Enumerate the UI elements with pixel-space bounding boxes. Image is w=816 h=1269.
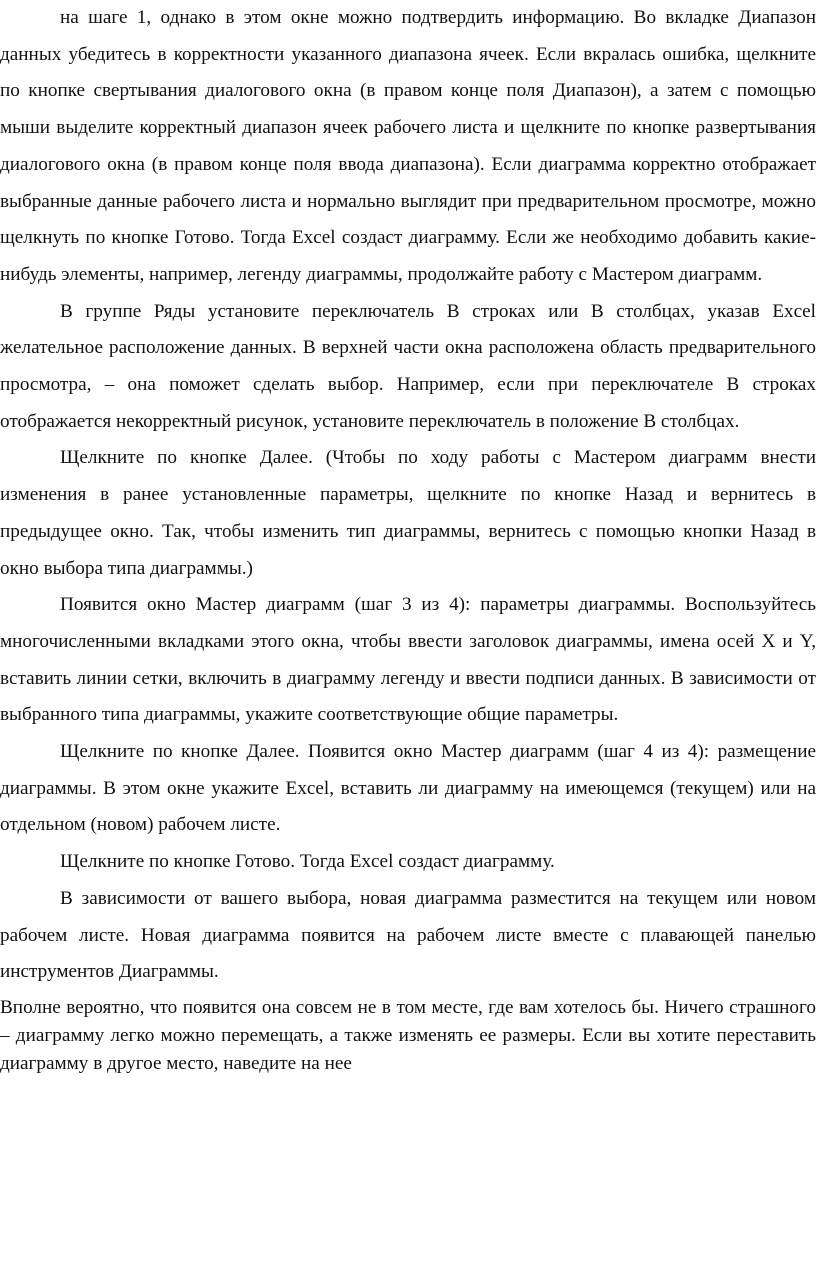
- paragraph-5: Щелкните по кнопке Далее. Появится окно Мастер диаграмм (шаг 4 из 4): размещение диаграммы. В этом окне укажите Excel, вставить ли диаграмму на имеющемся (текущем) или на отдельном (новом) рабочем листе.: [0, 741, 816, 836]
- paragraph-3: Щелкните по кнопке Далее. (Чтобы по ходу работы с Мастером диаграмм внести изменения в ранее установленные параметры, щелкните по кнопке Назад и вернитесь в предыдущее окно. Так, чтобы изменить тип диаграммы, вернитесь с помощью кнопки Назад в окно выбора типа диаграммы.): [0, 447, 816, 579]
- paragraph-7: В зависимости от вашего выбора, новая диаграмма разместится на текущем или новом рабочем листе. Новая диаграмма появится на рабочем листе вместе с плавающей панелью инструментов Диаграммы.: [0, 887, 816, 983]
- paragraph-8: Вполне вероятно, что появится она совсем не в том месте, где вам хотелось бы. Ничего страшного – диаграмму легко можно перемещать, а также изменять ее размеры. Если вы хотите переставить диаграмму в другое место, наведите на нее: [0, 996, 816, 1074]
- paragraph-2: В группе Ряды установите переключатель В строках или В столбцах, указав Excel желательное расположение данных. В верхней части окна расположена область предварительного просмотра, – она поможет сделать выбор. Например, если при переключателе В строках отображается некорректный рисунок, установите переключатель в положение В столбцах.: [0, 300, 816, 432]
- paragraph-6: Щелкните по кнопке Готово. Тогда Excel создаст диаграмму.: [60, 851, 555, 873]
- paragraph-4: Появится окно Мастер диаграмм (шаг 3 из 4): параметры диаграммы. Воспользуйтесь многочисленными вкладками этого окна, чтобы ввести заголовок диаграммы, имена осей X и Y, вставить линии сетки, включить в диаграмму легенду и ввести подписи данных. В зависимости от выбранного типа диаграммы, укажите соответствующие общие параметры.: [0, 594, 816, 726]
- paragraph-1: на шаге 1, однако в этом окне можно подтвердить информацию. Во вкладке Диапазон данных убедитесь в корректности указанного диапазона ячеек. Если вкралась ошибка, щелкните по кнопке свертывания диалогового окна (в правом конце поля Диапазон), а затем с помощью мыши выделите корректный диапазон ячеек рабочего листа и щелкните по кнопке развертывания диалогового окна (в правом конце поля ввода диапазона). Если диаграмма корректно отображает выбранные данные рабочего листа и нормально выглядит при предварительном просмотре, можно щелкнуть по кнопке Готово. Тогда Excel создаст диаграмму. Если же необходимо добавить какие-нибудь элементы, например, легенду диаграммы, продолжайте работу с Мастером диаграмм.: [0, 7, 816, 285]
